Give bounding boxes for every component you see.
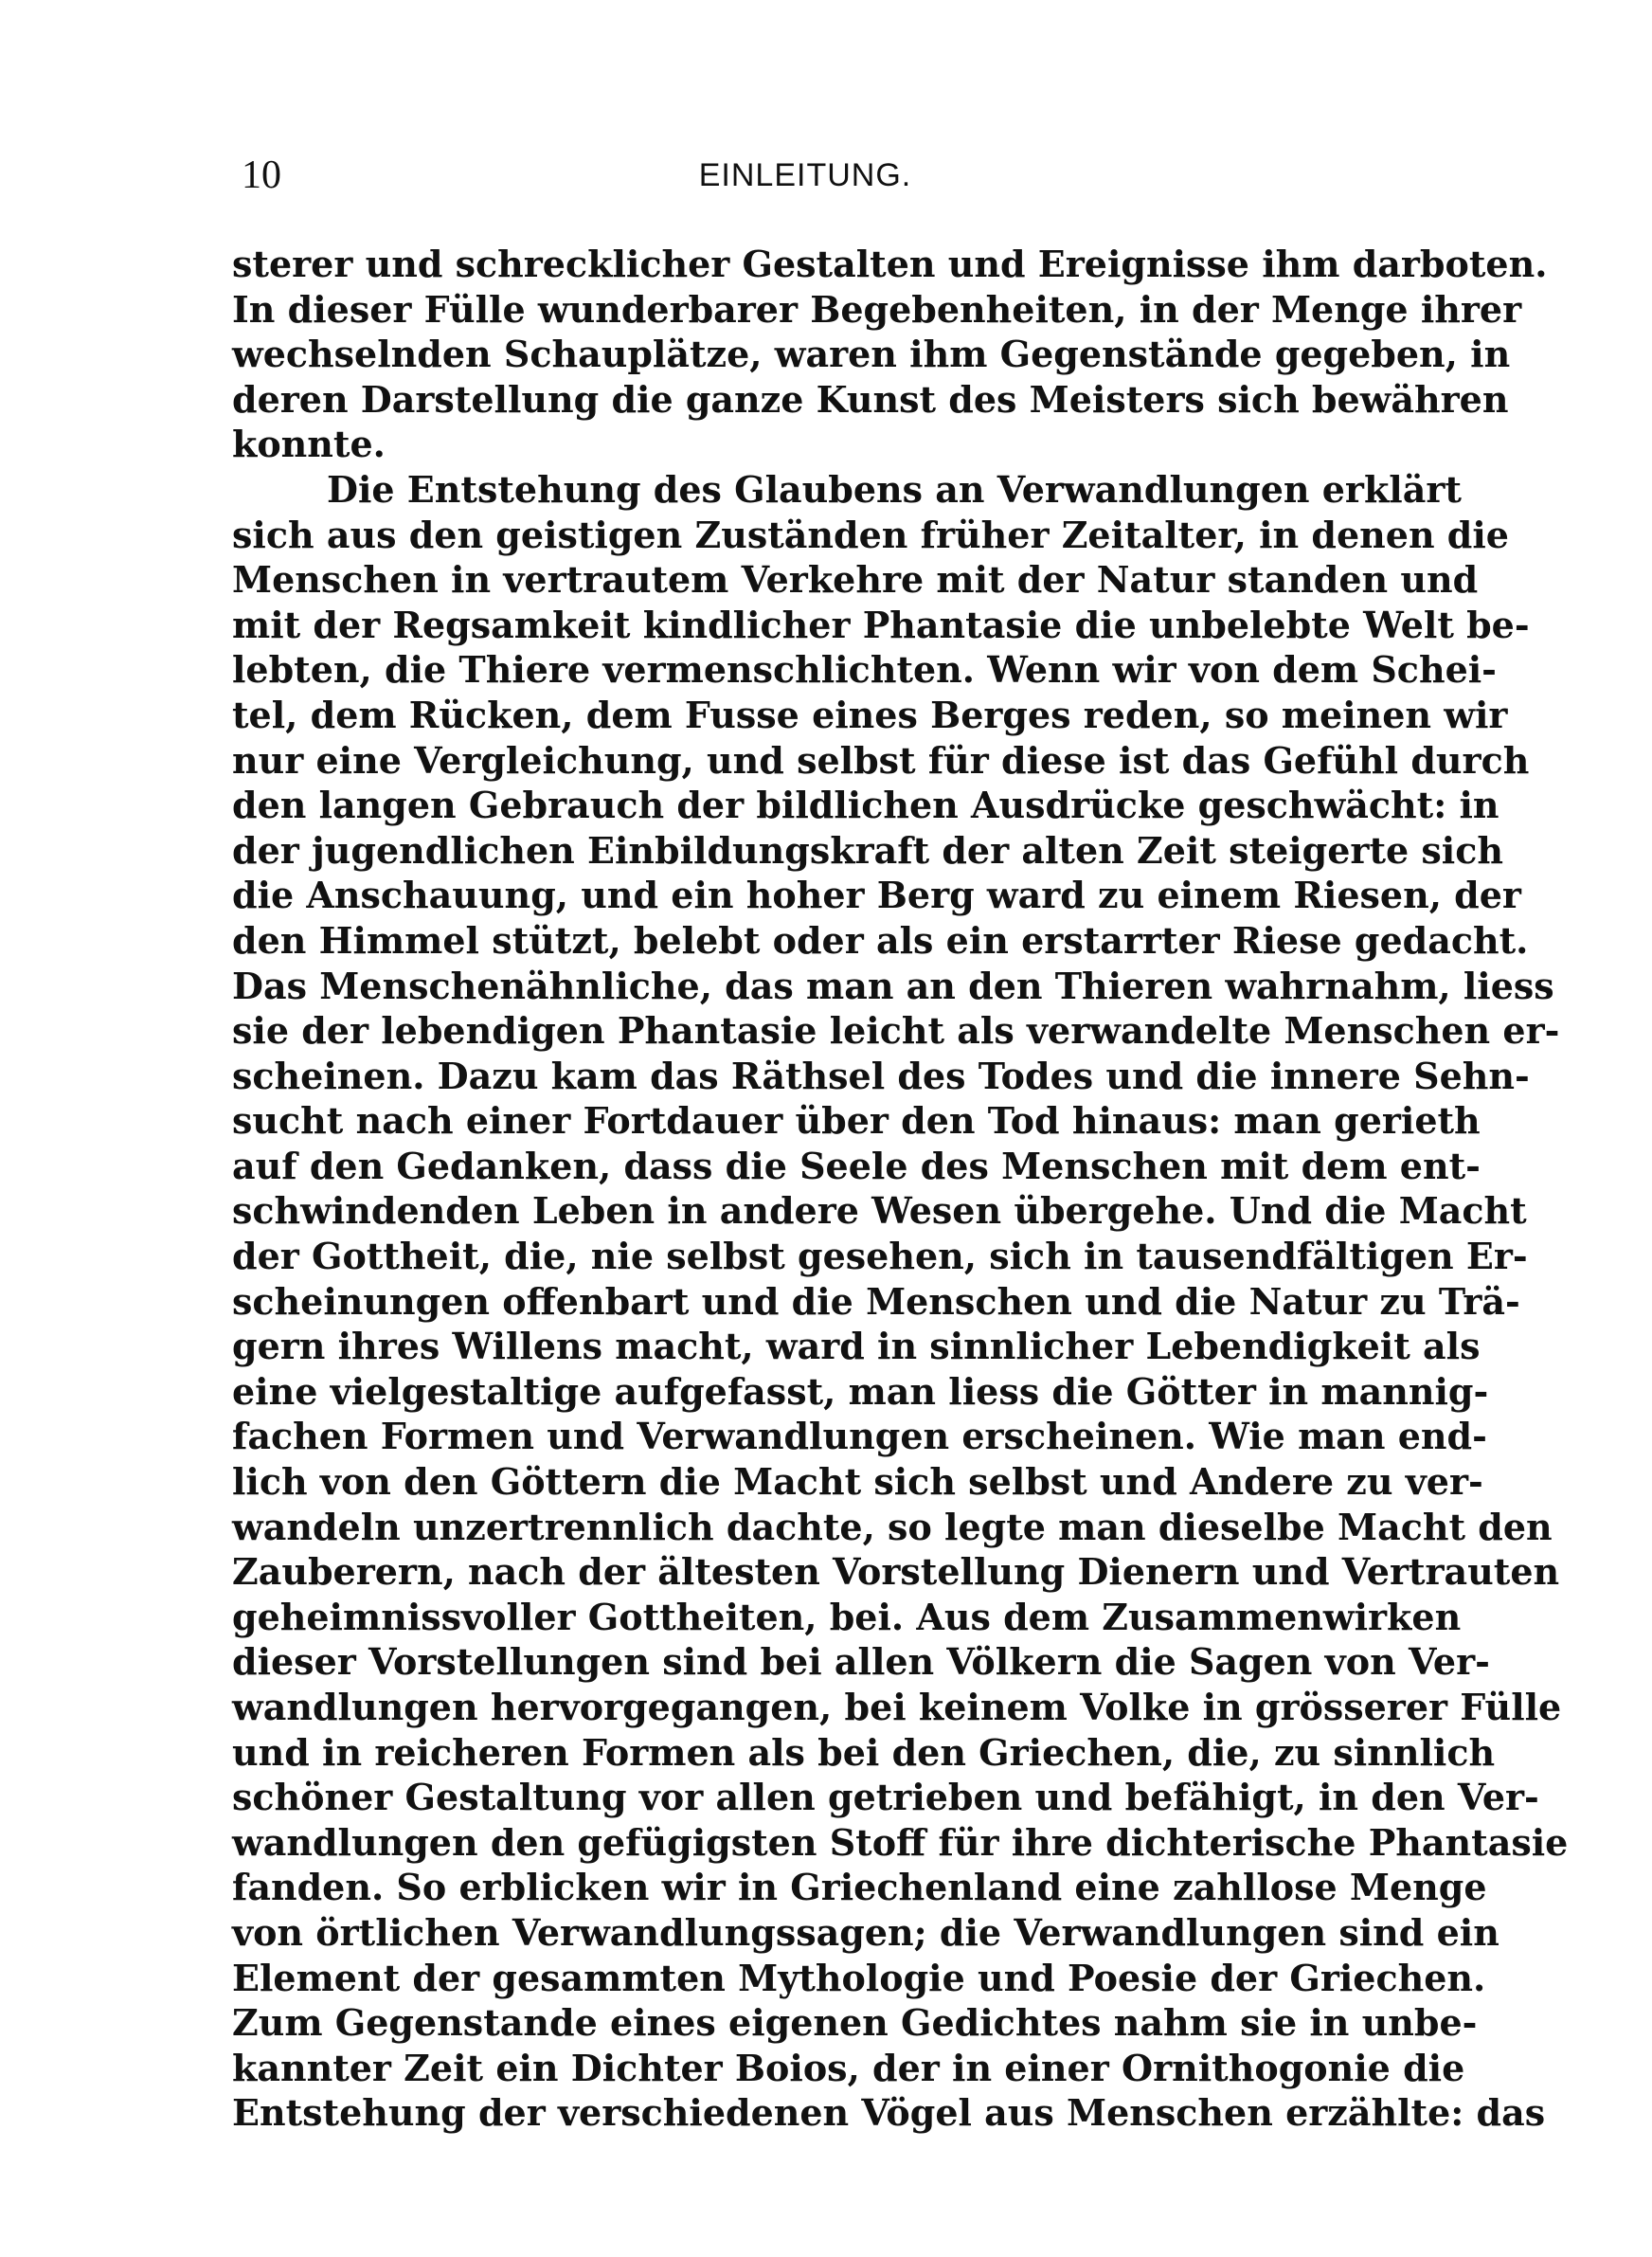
text-line: sucht nach einer Fortdauer über den Tod hinaus: man gerieth bbox=[232, 1099, 1481, 1143]
text-line: deren Darstellung die ganze Kunst des Meisters sich bewähren bbox=[232, 377, 1509, 421]
text-line: nur eine Vergleichung, und selbst für diese ist das Gefühl durch bbox=[232, 738, 1530, 782]
text-line: fanden. So erblicken wir in Griechenland eine zahllose Menge bbox=[232, 1866, 1487, 1909]
text-line: Zauberern, nach der ältesten Vorstellung Dienern und Vertrauten bbox=[232, 1550, 1560, 1594]
text-line: lich von den Göttern die Macht sich selbst und Andere zu ver- bbox=[232, 1460, 1483, 1504]
text-body bbox=[232, 242, 1569, 2136]
text-line: tel, dem Rücken, dem Fusse eines Berges reden, so meinen wir bbox=[232, 693, 1508, 736]
text-line: geheimnissvoller Gottheiten, bei. Aus dem Zusammenwirken bbox=[232, 1595, 1462, 1638]
text-line: den Himmel stützt, belebt oder als ein erstarrter Riese gedacht. bbox=[232, 918, 1529, 962]
text-line: der Gottheit, die, nie selbst gesehen, sich in tausendfältigen Er- bbox=[232, 1235, 1528, 1278]
text-line: mit der Regsamkeit kindlicher Phantasie die unbelebte Welt be- bbox=[232, 603, 1530, 646]
text-line: Das Menschenähnliche, das man an den Thieren wahrnahm, liess bbox=[232, 964, 1554, 1007]
text-line: lebten, die Thiere vermenschlichten. Wenn wir von dem Schei- bbox=[232, 648, 1497, 692]
text-line: fachen Formen und Verwandlungen erscheinen. Wie man end- bbox=[232, 1415, 1487, 1458]
text-line: sich aus den geistigen Zuständen früher Zeitalter, in denen die bbox=[232, 513, 1509, 556]
text-line: gern ihres Willens macht, ward in sinnlicher Lebendigkeit als bbox=[232, 1325, 1481, 1368]
text-line: wandlungen den gefügigsten Stoff für ihre dichterische Phantasie bbox=[232, 1820, 1569, 1864]
text-line: auf den Gedanken, dass die Seele des Menschen mit dem ent- bbox=[232, 1144, 1481, 1187]
text-line: der jugendlichen Einbildungskraft der alten Zeit steigerte sich bbox=[232, 828, 1504, 872]
paragraph-end-line: konnte. bbox=[232, 423, 386, 466]
text-line: sie der lebendigen Phantasie leicht als verwandelte Menschen er- bbox=[232, 1009, 1560, 1053]
text-line: Zum Gegenstande eines eigenen Gedichtes nahm sie in unbe- bbox=[232, 2001, 1478, 2045]
text-line: schwindenden Leben in andere Wesen übergehe. Und die Macht bbox=[232, 1189, 1527, 1233]
text-line: die Anschauung, und ein hoher Berg ward zu einem Riesen, der bbox=[232, 874, 1521, 917]
page-header bbox=[242, 152, 1369, 199]
paragraph-start-line: Die Entstehung des Glaubens an Verwandlungen erklärt bbox=[327, 467, 1462, 511]
text-line: wandlungen hervorgegangen, bei keinem Volke in grösserer Fülle bbox=[232, 1686, 1562, 1728]
text-line: wechselnden Schauplätze, waren ihm Gegenstände gegeben, in bbox=[232, 333, 1511, 376]
text-line: den langen Gebrauch der bildlichen Ausdrücke geschwächt: in bbox=[232, 784, 1499, 827]
text-line: eine vielgestaltige aufgefasst, man liess die Götter in mannig- bbox=[232, 1369, 1489, 1413]
text-line: und in reicheren Formen als bei den Griechen, die, zu sinnlich bbox=[232, 1730, 1496, 1774]
text-line: sterer und schrecklicher Gestalten und Ereignisse ihm darboten. bbox=[232, 243, 1548, 285]
text-line: von örtlichen Verwandlungssagen; die Verwandlungen sind ein bbox=[232, 1910, 1499, 1954]
text-line: Menschen in vertrautem Verkehre mit der Natur standen und bbox=[232, 558, 1479, 602]
text-line: dieser Vorstellungen sind bei allen Völkern die Sagen von Ver- bbox=[232, 1640, 1490, 1684]
text-line: Entstehung der verschiedenen Vögel aus Menschen erzählte: das bbox=[232, 2091, 1546, 2135]
text-line: scheinen. Dazu kam das Räthsel des Todes und die innere Sehn- bbox=[232, 1054, 1530, 1097]
text-line: Element der gesammten Mythologie und Poesie der Griechen. bbox=[232, 1956, 1486, 1999]
text-line: wandeln unzertrennlich dachte, so legte man dieselbe Macht den bbox=[232, 1505, 1553, 1548]
text-line: In dieser Fülle wunderbarer Begebenheiten, in der Menge ihrer bbox=[232, 287, 1522, 331]
text-line: scheinungen offenbart und die Menschen und die Natur zu Trä- bbox=[232, 1279, 1520, 1323]
page-number: 10 bbox=[242, 153, 281, 197]
text-line: schöner Gestaltung vor allen getrieben und befähigt, in den Ver- bbox=[232, 1776, 1539, 1819]
running-title: EINLEITUNG. bbox=[698, 157, 912, 193]
text-line: kannter Zeit ein Dichter Boios, der in einer Ornithogonie die bbox=[232, 2046, 1465, 2089]
